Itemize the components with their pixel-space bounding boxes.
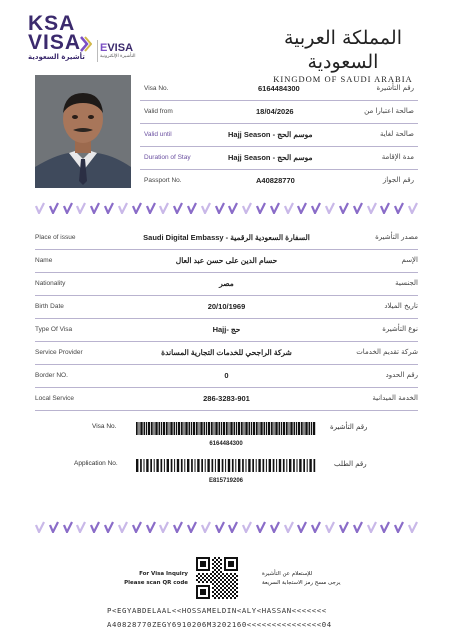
ksa-visa-logo xyxy=(28,14,98,61)
check-mark-icon xyxy=(159,202,169,214)
summary-row-visa-no xyxy=(140,78,418,101)
check-mark-icon xyxy=(146,202,156,214)
check-mark-icon xyxy=(63,521,73,533)
check-mark-icon xyxy=(380,202,390,214)
details-label-ar: الخدمة الميدانية xyxy=(372,394,418,402)
details-label: Nationality xyxy=(35,280,66,287)
details-label-ar: الجنسية xyxy=(395,279,418,287)
details-row-visa-type xyxy=(35,319,418,342)
check-mark-icon xyxy=(228,521,238,533)
summary-row-valid-until xyxy=(140,124,418,147)
visa-details-table xyxy=(35,227,418,411)
details-row-local-service xyxy=(35,388,418,411)
check-mark-icon xyxy=(63,202,73,214)
details-row-border-no xyxy=(35,365,418,388)
logo-divider xyxy=(97,40,98,62)
ksa-logo-line1: KSA xyxy=(28,12,76,35)
check-mark-icon xyxy=(408,202,418,214)
details-row-nationality xyxy=(35,273,418,296)
check-mark-icon xyxy=(339,202,349,214)
check-mark-icon xyxy=(284,521,294,533)
visa-barcode-label: Visa No. xyxy=(92,423,117,430)
inquiry-english xyxy=(118,570,188,588)
summary-label-ar: رقم التأشيرة xyxy=(376,84,414,92)
check-mark-icon xyxy=(76,202,86,214)
details-row-birth-date xyxy=(35,296,418,319)
evisa-logo xyxy=(100,42,135,59)
qr-code-icon xyxy=(196,557,238,599)
details-row-place-of-issue xyxy=(35,227,418,250)
check-mark-icon xyxy=(297,202,307,214)
check-mark-icon xyxy=(256,202,266,214)
summary-row-duration xyxy=(140,147,418,170)
check-mark-icon xyxy=(201,202,211,214)
check-mark-icon xyxy=(297,521,307,533)
visa-number-barcode xyxy=(136,422,316,435)
details-label: Place of issue xyxy=(35,234,76,241)
check-mark-icon xyxy=(187,202,197,214)
check-mark-band xyxy=(35,201,418,215)
visa-barcode-label-ar: رقم التأشيرة xyxy=(330,423,368,431)
check-mark-icon xyxy=(325,202,335,214)
details-row-name xyxy=(35,250,418,273)
inquiry-ar-line1: للإستعلام عن التأشيرة xyxy=(262,571,313,577)
details-label-ar: الإسم xyxy=(401,256,418,264)
check-mark-icon xyxy=(408,521,418,533)
summary-value: Hajj Season - موسم الحج xyxy=(228,130,313,139)
check-mark-icon xyxy=(118,521,128,533)
inquiry-ar-line2: يرجى مسح رمز الاستجابة السريعة xyxy=(262,580,341,586)
mrz-line-1: P<EGYABDELAAL<<HOSSAMELDIN<ALY<HASSAN<<<<<<< xyxy=(107,606,327,615)
portrait-illustration xyxy=(35,75,131,188)
summary-label: Duration of Stay xyxy=(144,154,191,161)
details-value: Saudi Digital Embassy - السفارة السعودية الرقمية xyxy=(143,233,310,242)
check-mark-icon xyxy=(118,202,128,214)
details-value: 286-3283-901 xyxy=(203,394,250,403)
application-barcode-label-ar: رقم الطلب xyxy=(334,460,367,468)
check-mark-icon xyxy=(256,521,266,533)
details-label: Birth Date xyxy=(35,303,64,310)
inquiry-en-line1: For Visa Inquiry xyxy=(139,571,188,577)
details-value: مصر xyxy=(219,279,234,288)
check-mark-icon xyxy=(339,521,349,533)
details-value: Hajj- حج xyxy=(212,325,241,334)
check-mark-icon xyxy=(35,521,45,533)
application-number-barcode xyxy=(136,459,316,472)
details-label-ar: شركة تقديم الخدمات xyxy=(356,348,418,356)
chevron-mark-icon xyxy=(80,36,92,52)
ksa-logo-arabic: تأشيرة السعودية xyxy=(28,53,85,61)
check-mark-icon xyxy=(242,521,252,533)
check-mark-icon xyxy=(215,521,225,533)
kingdom-arabic: المملكة العربية السعودية xyxy=(284,27,402,73)
inquiry-arabic xyxy=(262,570,342,588)
evisa-arabic: التأشيرة الإلكترونية xyxy=(100,54,136,59)
check-mark-icon xyxy=(367,521,377,533)
check-mark-icon xyxy=(311,202,321,214)
visa-barcode-number: 6164484300 xyxy=(209,441,243,447)
details-label: Type Of Visa xyxy=(35,326,73,333)
summary-value: 18/04/2026 xyxy=(256,107,294,116)
holder-photo xyxy=(35,75,131,188)
check-mark-icon xyxy=(132,521,142,533)
summary-value: Hajj Season - موسم الحج xyxy=(228,153,313,162)
details-value: شركة الراجحي للخدمات التجارية المساندة xyxy=(161,348,292,357)
details-value: 0 xyxy=(224,371,229,380)
check-mark-icon xyxy=(284,202,294,214)
check-mark-icon xyxy=(367,202,377,214)
details-label-ar: تاريخ الميلاد xyxy=(384,302,418,310)
check-mark-icon xyxy=(76,521,86,533)
details-label-ar: مصدر التأشيرة xyxy=(375,233,418,241)
check-mark-icon xyxy=(353,202,363,214)
details-label-ar: رقم الحدود xyxy=(385,371,418,379)
details-value: 20/10/1969 xyxy=(207,302,246,311)
check-mark-icon xyxy=(173,202,183,214)
details-label: Local Service xyxy=(35,395,75,402)
summary-label: Passport No. xyxy=(144,177,182,184)
summary-row-valid-from xyxy=(140,101,418,124)
details-label-ar: نوع التأشيرة xyxy=(382,325,418,333)
check-mark-icon xyxy=(215,202,225,214)
details-label: Service Provider xyxy=(35,349,83,356)
check-mark-icon xyxy=(35,202,45,214)
check-mark-icon xyxy=(159,521,169,533)
check-mark-icon xyxy=(49,202,59,214)
check-mark-icon xyxy=(394,521,404,533)
summary-row-passport xyxy=(140,170,418,193)
inquiry-en-line2: Please scan QR code xyxy=(124,580,188,586)
details-row-service-provider xyxy=(35,342,418,365)
check-mark-icon xyxy=(242,202,252,214)
check-mark-icon xyxy=(132,202,142,214)
summary-value: A40828770 xyxy=(256,176,295,185)
check-mark-icon xyxy=(49,521,59,533)
application-barcode-label: Application No. xyxy=(74,460,118,467)
summary-label: Valid from xyxy=(144,108,173,115)
kingdom-english: KINGDOM OF SAUDI ARABIA xyxy=(273,74,413,84)
check-mark-icon xyxy=(380,521,390,533)
visa-summary-table xyxy=(140,78,418,193)
details-value: حسام الدين على حسن عبد العال xyxy=(175,256,278,265)
check-mark-icon xyxy=(173,521,183,533)
evisa-prefix: E xyxy=(100,42,108,54)
details-label: Border NO. xyxy=(35,372,68,379)
details-label: Name xyxy=(35,257,53,264)
check-mark-icon xyxy=(90,202,100,214)
check-mark-icon xyxy=(270,521,280,533)
summary-label-ar: صالحة اعتبارا من xyxy=(364,107,414,115)
summary-label-ar: مدة الإقامة xyxy=(381,153,414,161)
summary-label-ar: صالحة لغاية xyxy=(379,130,414,138)
check-mark-icon xyxy=(90,521,100,533)
check-mark-icon xyxy=(325,521,335,533)
check-mark-icon xyxy=(311,521,321,533)
check-mark-icon xyxy=(187,521,197,533)
check-mark-band xyxy=(35,520,418,534)
summary-label: Visa No. xyxy=(144,85,169,92)
mrz-line-2: A40828770ZEGY6910206M3202160<<<<<<<<<<<<<<<04 xyxy=(107,620,332,629)
check-mark-icon xyxy=(104,521,114,533)
application-barcode-number: E815719206 xyxy=(208,478,244,484)
summary-label-ar: رقم الجواز xyxy=(382,176,414,184)
kingdom-title xyxy=(263,26,423,84)
check-mark-icon xyxy=(201,521,211,533)
check-mark-icon xyxy=(270,202,280,214)
summary-value: 6164484300 xyxy=(258,84,300,93)
check-mark-icon xyxy=(104,202,114,214)
evisa-suffix: VISA xyxy=(107,42,134,54)
check-mark-icon xyxy=(394,202,404,214)
summary-label: Valid until xyxy=(144,131,172,138)
check-mark-icon xyxy=(228,202,238,214)
check-mark-icon xyxy=(146,521,156,533)
check-mark-icon xyxy=(353,521,363,533)
ksa-logo-line2: VISA xyxy=(28,31,82,54)
